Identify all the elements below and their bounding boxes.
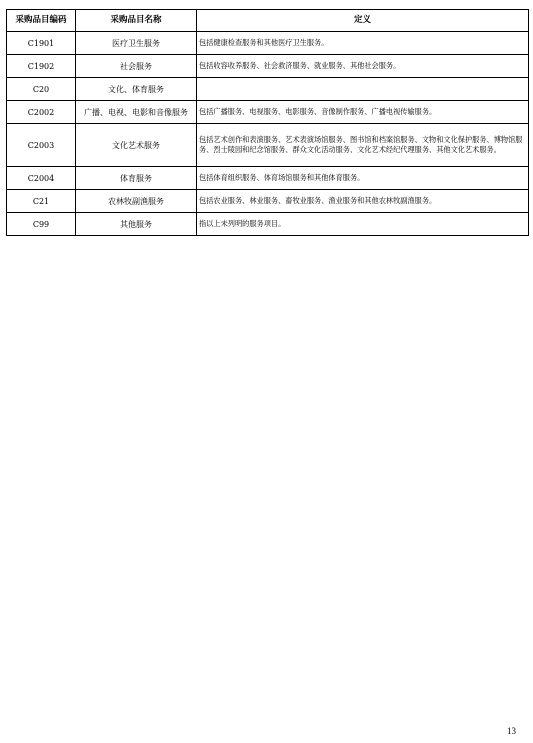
row-definition: 包括艺术创作和表演服务、艺术表演场馆服务、图书馆和档案馆服务、文物和文化保护服务、博物馆服务、烈士陵园和纪念馆服务、群众文化活动服务、文化艺术经纪代理服务、其他文化艺术服务。 <box>197 124 529 167</box>
row-definition: 包括收容收养服务、社会救济服务、就业服务、其他社会服务。 <box>197 55 529 78</box>
row-name: 文化、体育服务 <box>76 78 197 101</box>
row-code: C2003 <box>7 124 76 167</box>
row-definition <box>197 78 529 101</box>
header-definition: 定义 <box>197 10 529 32</box>
row-code: C2004 <box>7 167 76 190</box>
table-row <box>7 101 529 124</box>
table-header-row <box>7 10 529 32</box>
header-name: 采购品目名称 <box>76 10 197 32</box>
row-definition: 包括体育组织服务、体育场馆服务和其他体育服务。 <box>197 167 529 190</box>
row-definition: 包括农业服务、林业服务、畜牧业服务、渔业服务和其他农林牧副渔服务。 <box>197 190 529 213</box>
row-code: C1902 <box>7 55 76 78</box>
row-code: C20 <box>7 78 76 101</box>
page-number: 13 <box>507 726 516 736</box>
row-name: 文化艺术服务 <box>76 124 197 167</box>
row-code: C1901 <box>7 32 76 55</box>
row-definition: 包括广播服务、电视服务、电影服务、音像制作服务、广播电视传输服务。 <box>197 101 529 124</box>
row-name: 农林牧副渔服务 <box>76 190 197 213</box>
row-code: C2002 <box>7 101 76 124</box>
row-code: C99 <box>7 213 76 236</box>
row-name: 其他服务 <box>76 213 197 236</box>
row-definition: 包括健康检查服务和其他医疗卫生服务。 <box>197 32 529 55</box>
row-name: 广播、电视、电影和音像服务 <box>76 101 197 124</box>
table-row <box>7 124 529 167</box>
procurement-catalog-table <box>6 9 529 236</box>
row-definition: 指以上未列明的服务项目。 <box>197 213 529 236</box>
row-name: 医疗卫生服务 <box>76 32 197 55</box>
table-row <box>7 55 529 78</box>
table-row <box>7 167 529 190</box>
table-row <box>7 32 529 55</box>
table-row <box>7 190 529 213</box>
table-row <box>7 78 529 101</box>
row-name: 体育服务 <box>76 167 197 190</box>
row-name: 社会服务 <box>76 55 197 78</box>
row-code: C21 <box>7 190 76 213</box>
header-code: 采购品目编码 <box>7 10 76 32</box>
table-row <box>7 213 529 236</box>
